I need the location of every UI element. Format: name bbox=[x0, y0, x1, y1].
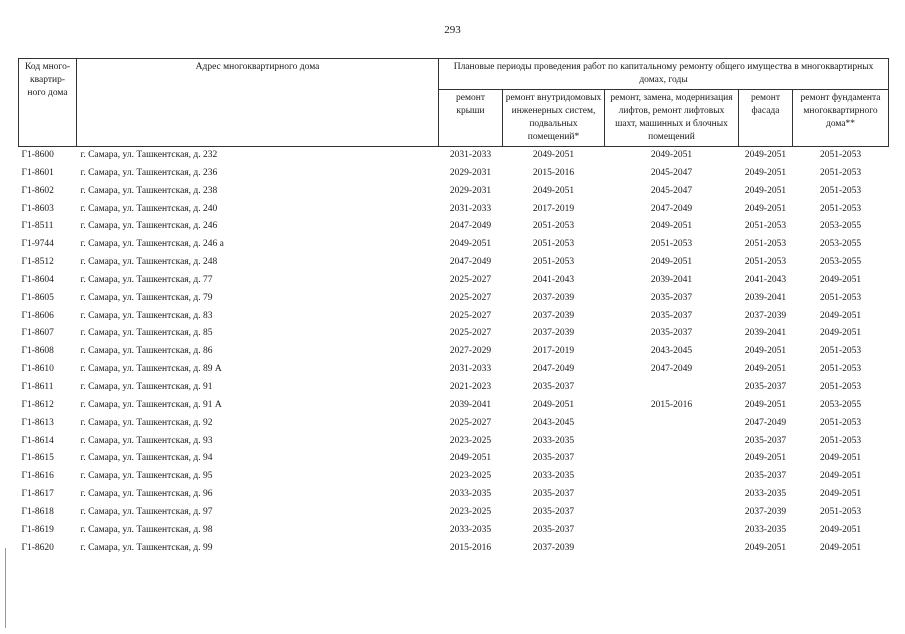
cell-facade: 2049-2051 bbox=[744, 453, 787, 464]
cell-facade: 2041-2043 bbox=[744, 274, 787, 285]
cell-address: г. Самара, ул. Ташкентская, д. 92 bbox=[80, 417, 213, 428]
cell-systems: 2017-2019 bbox=[532, 346, 575, 357]
cell-code: Г1-8615 bbox=[21, 453, 54, 464]
cell-code: Г1-8613 bbox=[21, 417, 54, 428]
cell-systems: 2041-2043 bbox=[532, 274, 575, 285]
cell-address: г. Самара, ул. Ташкентская, д. 248 bbox=[80, 257, 218, 268]
cell-systems: 2037-2039 bbox=[532, 542, 575, 553]
cell-elevators: 2039-2041 bbox=[650, 274, 693, 285]
cell-elevators bbox=[605, 522, 739, 540]
cell-foundation: 2049-2051 bbox=[819, 489, 862, 500]
table-row bbox=[19, 236, 889, 254]
table-row bbox=[19, 415, 889, 433]
table-body bbox=[19, 147, 889, 558]
cell-foundation: 2049-2051 bbox=[819, 524, 862, 535]
cell-roof: 2029-2031 bbox=[449, 185, 492, 196]
cell-systems: 2015-2016 bbox=[532, 167, 575, 178]
table-row bbox=[19, 343, 889, 361]
cell-elevators: 2035-2037 bbox=[650, 292, 693, 303]
cell-address: г. Самара, ул. Ташкентская, д. 91 А bbox=[80, 399, 222, 410]
cell-code: Г1-8617 bbox=[21, 489, 54, 500]
cell-code: Г1-8605 bbox=[21, 292, 54, 303]
cell-foundation: 2051-2053 bbox=[819, 506, 862, 517]
cell-systems: 2037-2039 bbox=[532, 292, 575, 303]
cell-facade: 2037-2039 bbox=[744, 506, 787, 517]
cell-roof: 2033-2035 bbox=[449, 524, 492, 535]
cell-systems: 2049-2051 bbox=[532, 399, 575, 410]
table-row bbox=[19, 433, 889, 451]
cell-address: г. Самара, ул. Ташкентская, д. 85 bbox=[80, 328, 213, 339]
cell-address: г. Самара, ул. Ташкентская, д. 89 А bbox=[80, 364, 222, 375]
table-row bbox=[19, 379, 889, 397]
cell-facade: 2049-2051 bbox=[744, 542, 787, 553]
cell-address: г. Самара, ул. Ташкентская, д. 91 bbox=[80, 381, 213, 392]
cell-code: Г1-8616 bbox=[21, 471, 54, 482]
cell-roof: 2021-2023 bbox=[449, 381, 492, 392]
cell-facade: 2035-2037 bbox=[744, 435, 787, 446]
cell-roof: 2047-2049 bbox=[449, 257, 492, 268]
cell-code: Г1-8607 bbox=[21, 328, 54, 339]
cell-code: Г1-9744 bbox=[21, 239, 54, 250]
table-row bbox=[19, 540, 889, 558]
cell-roof: 2023-2025 bbox=[449, 506, 492, 517]
capital-repair-table bbox=[18, 58, 889, 557]
cell-facade: 2049-2051 bbox=[744, 150, 787, 160]
cell-foundation: 2049-2051 bbox=[819, 328, 862, 339]
cell-roof: 2027-2029 bbox=[449, 346, 492, 357]
cell-foundation: 2051-2053 bbox=[819, 364, 862, 375]
header-elevators: ремонт, замена, модернизация лифтов, ремонт лифтовых шахт, машинных и блочных помещений bbox=[605, 90, 739, 147]
cell-code: Г1-8600 bbox=[21, 150, 54, 160]
table-row bbox=[19, 325, 889, 343]
cell-facade: 2035-2037 bbox=[744, 381, 787, 392]
cell-elevators bbox=[605, 540, 739, 558]
table-row bbox=[19, 254, 889, 272]
cell-elevators bbox=[605, 486, 739, 504]
cell-code: Г1-8602 bbox=[21, 185, 54, 196]
cell-elevators bbox=[605, 415, 739, 433]
cell-address: г. Самара, ул. Ташкентская, д. 86 bbox=[80, 346, 213, 357]
cell-systems: 2037-2039 bbox=[532, 310, 575, 321]
cell-address: г. Самара, ул. Ташкентская, д. 79 bbox=[80, 292, 213, 303]
table-row bbox=[19, 165, 889, 183]
cell-systems: 2033-2035 bbox=[532, 435, 575, 446]
cell-address: г. Самара, ул. Ташкентская, д. 77 bbox=[80, 274, 213, 285]
cell-elevators bbox=[605, 433, 739, 451]
cell-facade: 2037-2039 bbox=[744, 310, 787, 321]
cell-code: Г1-8604 bbox=[21, 274, 54, 285]
cell-facade: 2049-2051 bbox=[744, 203, 787, 214]
cell-roof: 2025-2027 bbox=[449, 417, 492, 428]
table-row bbox=[19, 450, 889, 468]
cell-code: Г1-8603 bbox=[21, 203, 54, 214]
cell-foundation: 2053-2055 bbox=[819, 399, 862, 410]
table-row bbox=[19, 272, 889, 290]
cell-roof: 2023-2025 bbox=[449, 435, 492, 446]
cell-elevators: 2049-2051 bbox=[650, 257, 693, 268]
cell-code: Г1-8612 bbox=[21, 399, 54, 410]
cell-address: г. Самара, ул. Ташкентская, д. 93 bbox=[80, 435, 213, 446]
cell-foundation: 2051-2053 bbox=[819, 435, 862, 446]
cell-foundation: 2053-2055 bbox=[819, 239, 862, 250]
cell-address: г. Самара, ул. Ташкентская, д. 98 bbox=[80, 524, 213, 535]
cell-facade: 2039-2041 bbox=[744, 328, 787, 339]
cell-code: Г1-8619 bbox=[21, 524, 54, 535]
cell-foundation: 2051-2053 bbox=[819, 185, 862, 196]
cell-facade: 2039-2041 bbox=[744, 292, 787, 303]
table-row bbox=[19, 486, 889, 504]
cell-facade: 2049-2051 bbox=[744, 364, 787, 375]
cell-address: г. Самара, ул. Ташкентская, д. 99 bbox=[80, 542, 213, 553]
cell-elevators: 2035-2037 bbox=[650, 310, 693, 321]
cell-systems: 2037-2039 bbox=[532, 328, 575, 339]
cell-foundation: 2051-2053 bbox=[819, 346, 862, 357]
cell-address: г. Самара, ул. Ташкентская, д. 240 bbox=[80, 203, 218, 214]
cell-code: Г1-8618 bbox=[21, 506, 54, 517]
cell-address: г. Самара, ул. Ташкентская, д. 236 bbox=[80, 167, 218, 178]
cell-address: г. Самара, ул. Ташкентская, д. 246 bbox=[80, 221, 218, 232]
page-number: 293 bbox=[444, 24, 461, 36]
cell-systems: 2047-2049 bbox=[532, 364, 575, 375]
cell-roof: 2049-2051 bbox=[449, 453, 492, 464]
cell-systems: 2035-2037 bbox=[532, 453, 575, 464]
cell-foundation: 2051-2053 bbox=[819, 381, 862, 392]
cell-code: Г1-8611 bbox=[21, 381, 54, 392]
cell-systems: 2051-2053 bbox=[532, 239, 575, 250]
cell-foundation: 2049-2051 bbox=[819, 274, 862, 285]
cell-foundation: 2051-2053 bbox=[819, 292, 862, 303]
cell-facade: 2035-2037 bbox=[744, 471, 787, 482]
cell-foundation: 2049-2051 bbox=[819, 453, 862, 464]
cell-elevators: 2047-2049 bbox=[650, 364, 693, 375]
cell-elevators: 2045-2047 bbox=[650, 185, 693, 196]
cell-address: г. Самара, ул. Ташкентская, д. 246 а bbox=[80, 239, 224, 250]
header-facade: ремонт фасада bbox=[739, 90, 793, 147]
cell-roof: 2049-2051 bbox=[449, 239, 492, 250]
cell-foundation: 2049-2051 bbox=[819, 471, 862, 482]
cell-facade: 2051-2053 bbox=[744, 221, 787, 232]
cell-elevators: 2045-2047 bbox=[650, 167, 693, 178]
cell-foundation: 2051-2053 bbox=[819, 203, 862, 214]
cell-elevators: 2047-2049 bbox=[650, 203, 693, 214]
cell-elevators: 2035-2037 bbox=[650, 328, 693, 339]
cell-systems: 2017-2019 bbox=[532, 203, 575, 214]
cell-elevators: 2049-2051 bbox=[650, 221, 693, 232]
cell-foundation: 2049-2051 bbox=[819, 310, 862, 321]
cell-code: Г1-8512 bbox=[21, 257, 54, 268]
cell-facade: 2033-2035 bbox=[744, 489, 787, 500]
cell-systems: 2051-2053 bbox=[532, 257, 575, 268]
cell-elevators: 2049-2051 bbox=[650, 150, 693, 160]
cell-facade: 2049-2051 bbox=[744, 346, 787, 357]
cell-foundation: 2053-2055 bbox=[819, 257, 862, 268]
cell-roof: 2033-2035 bbox=[449, 489, 492, 500]
table-row bbox=[19, 361, 889, 379]
header-row-1 bbox=[19, 59, 889, 90]
cell-roof: 2039-2041 bbox=[449, 399, 492, 410]
cell-roof: 2031-2033 bbox=[449, 203, 492, 214]
cell-systems: 2049-2051 bbox=[532, 150, 575, 160]
cell-foundation: 2049-2051 bbox=[819, 542, 862, 553]
cell-code: Г1-8610 bbox=[21, 364, 54, 375]
cell-foundation: 2051-2053 bbox=[819, 150, 862, 160]
cell-code: Г1-8511 bbox=[21, 221, 54, 232]
table-row bbox=[19, 183, 889, 201]
cell-roof: 2025-2027 bbox=[449, 328, 492, 339]
cell-facade: 2049-2051 bbox=[744, 399, 787, 410]
table-row bbox=[19, 218, 889, 236]
cell-systems: 2049-2051 bbox=[532, 185, 575, 196]
cell-roof: 2047-2049 bbox=[449, 221, 492, 232]
cell-roof: 2025-2027 bbox=[449, 292, 492, 303]
cell-roof: 2015-2016 bbox=[449, 542, 492, 553]
cell-facade: 2051-2053 bbox=[744, 257, 787, 268]
cell-address: г. Самара, ул. Ташкентская, д. 95 bbox=[80, 471, 213, 482]
header-code: Код много-квартир-ного дома bbox=[19, 59, 77, 147]
cell-roof: 2025-2027 bbox=[449, 310, 492, 321]
cell-elevators bbox=[605, 504, 739, 522]
header-foundation: ремонт фундамента многоквартирного дома** bbox=[793, 90, 889, 147]
cell-roof: 2023-2025 bbox=[449, 471, 492, 482]
cell-foundation: 2051-2053 bbox=[819, 417, 862, 428]
header-periods-group: Плановые периоды проведения работ по капитальному ремонту общего имущества в многоквартирных домах, годы bbox=[439, 59, 889, 90]
cell-foundation: 2053-2055 bbox=[819, 221, 862, 232]
cell-elevators: 2043-2045 bbox=[650, 346, 693, 357]
cell-systems: 2035-2037 bbox=[532, 381, 575, 392]
table-row bbox=[19, 504, 889, 522]
table-row bbox=[19, 522, 889, 540]
cell-systems: 2035-2037 bbox=[532, 524, 575, 535]
cell-code: Г1-8614 bbox=[21, 435, 54, 446]
cell-address: г. Самара, ул. Ташкентская, д. 232 bbox=[80, 150, 218, 160]
cell-elevators bbox=[605, 379, 739, 397]
cell-code: Г1-8608 bbox=[21, 346, 54, 357]
cell-systems: 2035-2037 bbox=[532, 506, 575, 517]
header-roof: ремонт крыши bbox=[439, 90, 503, 147]
cell-address: г. Самара, ул. Ташкентская, д. 238 bbox=[80, 185, 218, 196]
cell-roof: 2025-2027 bbox=[449, 274, 492, 285]
cell-elevators bbox=[605, 468, 739, 486]
cell-systems: 2051-2053 bbox=[532, 221, 575, 232]
cell-elevators bbox=[605, 450, 739, 468]
cell-facade: 2033-2035 bbox=[744, 524, 787, 535]
cell-code: Г1-8620 bbox=[21, 542, 54, 553]
table-row bbox=[19, 468, 889, 486]
cell-facade: 2047-2049 bbox=[744, 417, 787, 428]
table-row bbox=[19, 397, 889, 415]
table-row bbox=[19, 308, 889, 326]
cell-facade: 2051-2053 bbox=[744, 239, 787, 250]
cell-foundation: 2051-2053 bbox=[819, 167, 862, 178]
cell-facade: 2049-2051 bbox=[744, 167, 787, 178]
cell-code: Г1-8601 bbox=[21, 167, 54, 178]
cell-elevators: 2051-2053 bbox=[650, 239, 693, 250]
cell-systems: 2043-2045 bbox=[532, 417, 575, 428]
scan-edge-mark bbox=[5, 548, 6, 628]
cell-elevators: 2015-2016 bbox=[650, 399, 693, 410]
table-row bbox=[19, 147, 889, 165]
table-row bbox=[19, 201, 889, 219]
cell-address: г. Самара, ул. Ташкентская, д. 94 bbox=[80, 453, 213, 464]
table-row bbox=[19, 290, 889, 308]
cell-systems: 2033-2035 bbox=[532, 471, 575, 482]
cell-address: г. Самара, ул. Ташкентская, д. 83 bbox=[80, 310, 213, 321]
header-systems: ремонт внутридомовых инженерных систем, подвальных помещений* bbox=[503, 90, 605, 147]
cell-address: г. Самара, ул. Ташкентская, д. 96 bbox=[80, 489, 213, 500]
cell-systems: 2035-2037 bbox=[532, 489, 575, 500]
cell-roof: 2031-2033 bbox=[449, 364, 492, 375]
cell-code: Г1-8606 bbox=[21, 310, 54, 321]
cell-facade: 2049-2051 bbox=[744, 185, 787, 196]
cell-address: г. Самара, ул. Ташкентская, д. 97 bbox=[80, 506, 213, 517]
cell-roof: 2029-2031 bbox=[449, 167, 492, 178]
header-address: Адрес многоквартирного дома bbox=[77, 59, 439, 147]
cell-roof: 2031-2033 bbox=[449, 150, 492, 160]
